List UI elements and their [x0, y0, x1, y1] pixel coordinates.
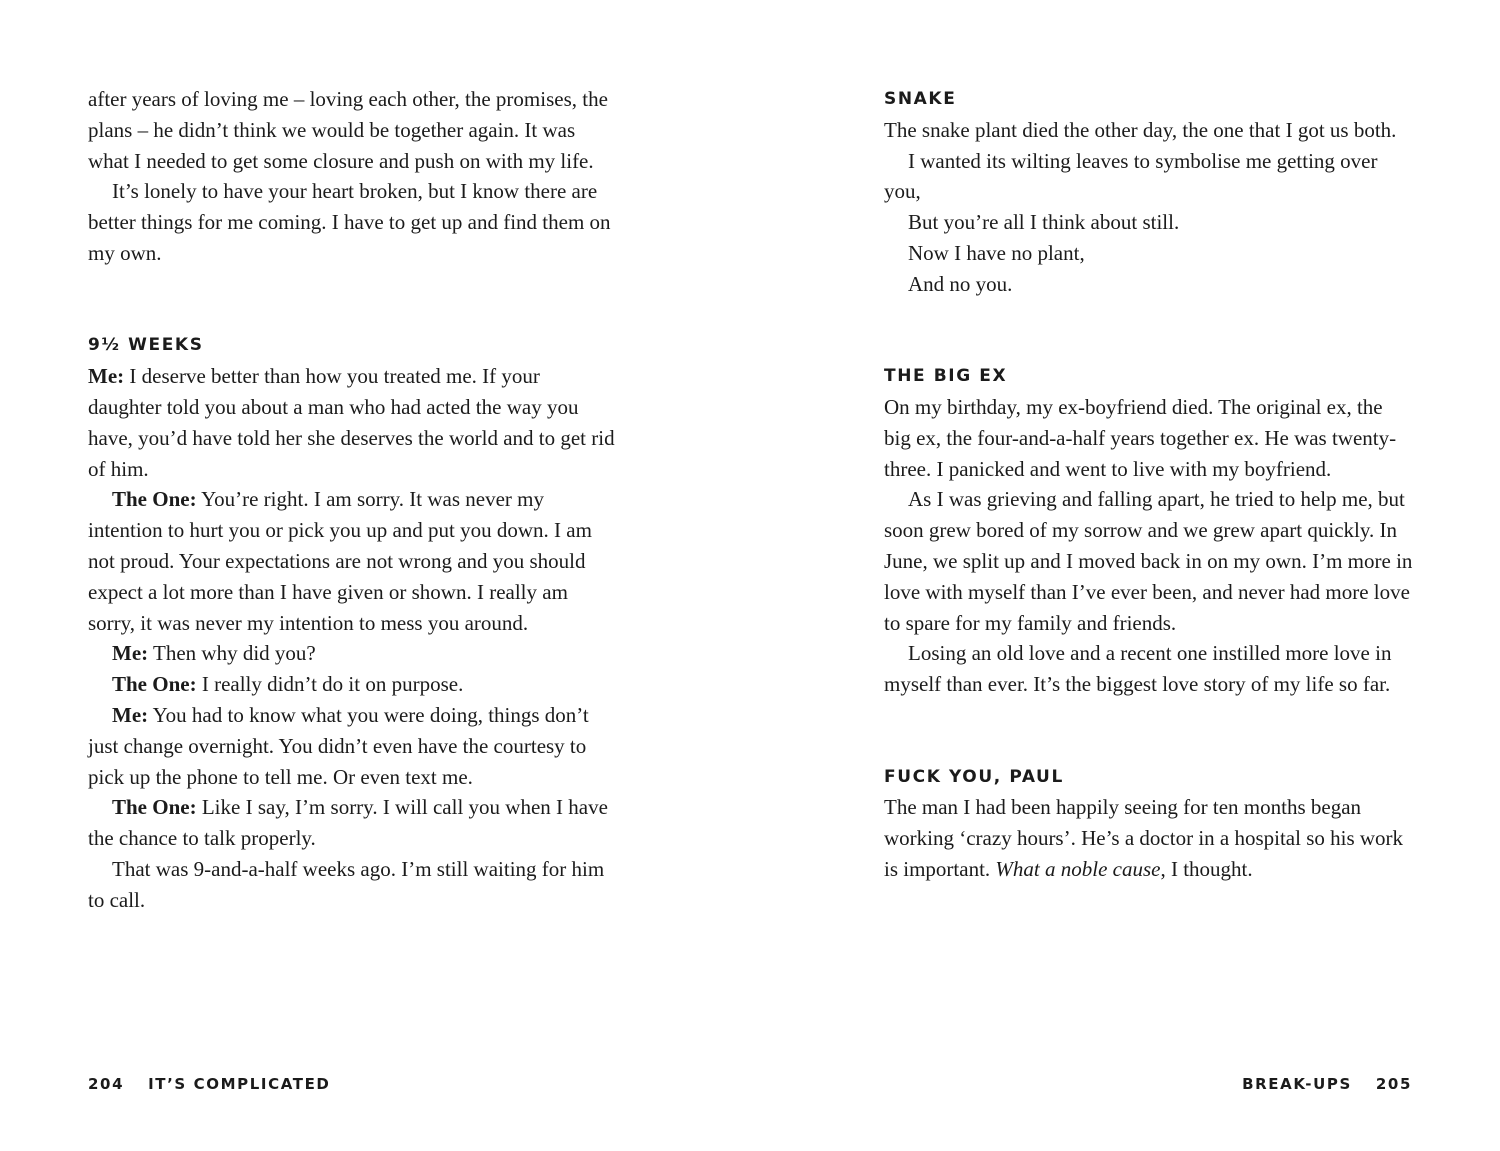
snake-line: I wanted its wilting leaves to symbolise me getting over you, — [884, 148, 1378, 204]
dialogue-line — [88, 484, 618, 638]
dialogue-line — [88, 700, 618, 792]
paul-paragraph — [884, 792, 1414, 884]
dialogue-line — [88, 792, 618, 854]
big-ex-paragraph: Losing an old love and a recent one instilled more love in myself than ever. It’s the biggest love story of my life so far. — [884, 641, 1392, 697]
right-page — [884, 84, 1414, 885]
running-head: IT’S COMPLICATED — [148, 1075, 331, 1093]
big-ex-paragraph: On my birthday, my ex-boyfriend died. The original ex, the big ex, the four-and-a-half years together ex. He was twenty-three. I panicked and went to live with my boyfriend. — [884, 394, 1397, 481]
speaker: The One: — [112, 795, 197, 820]
snake-line: Now I have no plant, — [908, 240, 1085, 265]
dialogue-line — [88, 669, 618, 700]
speaker: The One: — [112, 672, 197, 697]
speaker: Me: — [112, 702, 149, 727]
paul-text — [884, 792, 1414, 884]
left-footer — [88, 1072, 330, 1096]
dialogue — [88, 361, 618, 915]
section-title-big-ex: THE BIG EX — [884, 366, 1008, 387]
page-number: 204 — [88, 1075, 125, 1093]
section-title-fuck-you-paul: FUCK YOU, PAUL — [884, 766, 1064, 787]
speaker: Me: — [88, 364, 125, 389]
intro-paragraph-1: after years of loving me – loving each other, the promises, the plans – he didn’t think we would be together again. It was what I needed to get some closure and push on with my life. — [88, 87, 608, 173]
section-title-snake: SNAKE — [884, 89, 957, 109]
dialogue-line — [88, 638, 618, 669]
page-number: 205 — [1375, 1075, 1412, 1093]
closing-paragraph: That was 9-and-a-half weeks ago. I’m still waiting for him to call. — [88, 856, 605, 912]
big-ex-text — [884, 392, 1414, 700]
line-text: Like I say, I’m sorry. I will call you when I have the chance to talk properly. — [88, 795, 608, 851]
snake-line: But you’re all I think about still. — [908, 210, 1180, 235]
big-ex-paragraph: As I was grieving and falling apart, he tried to help me, but soon grew bored of my sorrow and we grew apart quickly. In June, we split up and I moved back in on my own. I’m more in love with myself than I’ve ever been, and never had more love to spare for my family and friends. — [884, 487, 1413, 635]
snake-line: The snake plant died the other day, the one that I got us both. — [884, 117, 1397, 142]
line-text: I really didn’t do it on purpose. — [196, 672, 464, 697]
left-page — [88, 84, 618, 916]
speaker: The One: — [112, 487, 197, 512]
right-footer — [1242, 1072, 1412, 1096]
speaker: Me: — [112, 641, 149, 666]
running-head: BREAK-UPS — [1242, 1075, 1352, 1093]
paul-text-after: , I thought. — [1160, 856, 1253, 881]
line-text: I deserve better than how you treated me. If your daughter told you about a man who had acted the way you have, you’d have told her she deserves the world and to get rid of him. — [88, 364, 615, 481]
line-text: Then why did you? — [148, 641, 316, 666]
line-text: You had to know what you were doing, things don’t just change overnight. You didn’t even have the courtesy to pick up the phone to tell me. Or even text me. — [88, 702, 589, 789]
paul-italic: What a noble cause — [995, 856, 1161, 881]
section-title-9-half-weeks: 9½ WEEKS — [88, 335, 204, 356]
left-intro — [88, 84, 618, 269]
paul-text-before: The man I had been happily seeing for ten months began working ‘crazy hours’. He’s a doctor in a hospital so his work is important. — [884, 795, 1404, 881]
intro-paragraph-2: It’s lonely to have your heart broken, but I know there are better things for me coming. I have to get up and find them on my own. — [88, 179, 611, 265]
line-text: You’re right. I am sorry. It was never my intention to hurt you or pick you up and put you down. I am not proud. Your expectations are not wrong and you should expect a lot more than I have given or shown. I really am sorry, it was never my intention to mess you around. — [88, 487, 592, 635]
dialogue-line — [88, 361, 618, 484]
snake-line: And no you. — [908, 271, 1013, 296]
snake-text — [884, 115, 1414, 300]
